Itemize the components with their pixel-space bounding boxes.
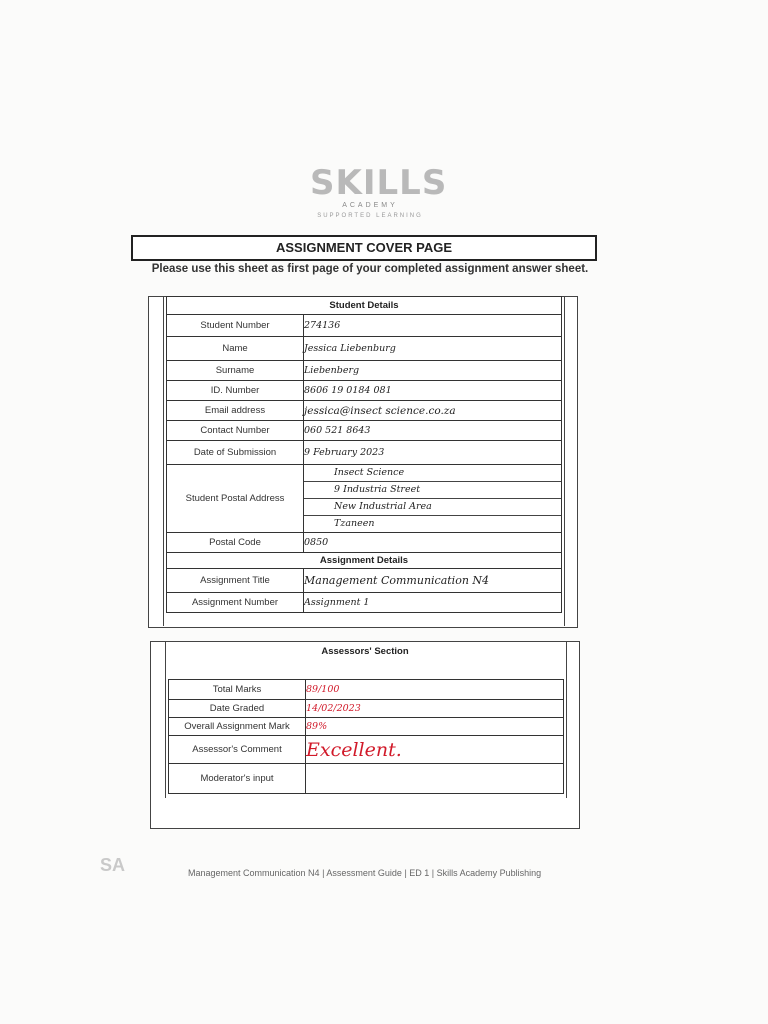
- date-graded-field[interactable]: 14/02/2023: [306, 700, 564, 718]
- email-label: Email address: [167, 401, 304, 421]
- surname-label: Surname: [167, 361, 304, 381]
- email-field[interactable]: jessica@insect science.co.za: [304, 401, 562, 421]
- contact-number-field[interactable]: 060 521 8643: [304, 421, 562, 441]
- logo-word: SKILLS: [310, 163, 448, 203]
- moderator-input-label: Moderator's input: [169, 764, 306, 794]
- postal-address-label: Student Postal Address: [167, 465, 304, 533]
- table-row: [167, 533, 562, 553]
- instruction-text: Please use this sheet as first page of your completed assignment answer sheet.: [151, 263, 589, 275]
- assessor-comment-field[interactable]: Excellent.: [306, 736, 564, 764]
- assignment-title-label: Assignment Title: [167, 569, 304, 593]
- assessors-heading: Assessors' Section: [321, 646, 409, 657]
- student-details-heading: Student Details: [167, 297, 562, 315]
- date-of-submission-label: Date of Submission: [167, 441, 304, 465]
- table-row: [167, 569, 562, 593]
- table-row: [167, 337, 562, 361]
- table-row: [167, 441, 562, 465]
- table-row: [167, 593, 562, 613]
- postal-address-line: Insect Science: [304, 465, 561, 482]
- table-row: [169, 736, 564, 764]
- table-row: [167, 361, 562, 381]
- table-row: [167, 381, 562, 401]
- postal-address-line: 9 Industria Street: [304, 482, 561, 499]
- logo-tagline: SUPPORTED LEARNING: [317, 213, 423, 219]
- table-row: [167, 315, 562, 337]
- student-details-table: [166, 296, 562, 613]
- assignment-number-label: Assignment Number: [167, 593, 304, 613]
- postal-address-field[interactable]: [304, 465, 562, 533]
- table-row: [167, 421, 562, 441]
- name-label: Name: [167, 337, 304, 361]
- table-row: [167, 401, 562, 421]
- logo-academy: ACADEMY: [342, 202, 398, 209]
- overall-mark-label: Overall Assignment Mark: [169, 718, 306, 736]
- assignment-number-field[interactable]: Assignment 1: [304, 593, 562, 613]
- student-number-field[interactable]: 274136: [304, 315, 562, 337]
- assignment-title-field[interactable]: Management Communication N4: [304, 569, 562, 593]
- date-graded-label: Date Graded: [169, 700, 306, 718]
- footer-text: Management Communication N4 | Assessment Guide | ED 1 | Skills Academy Publishing: [188, 868, 542, 878]
- skills-academy-logo: [310, 163, 448, 225]
- id-number-label: ID. Number: [167, 381, 304, 401]
- date-of-submission-field[interactable]: 9 February 2023: [304, 441, 562, 465]
- table-row: [169, 700, 564, 718]
- page-title: ASSIGNMENT COVER PAGE: [131, 235, 597, 261]
- table-row: [169, 764, 564, 794]
- overall-mark-field[interactable]: 89%: [306, 718, 564, 736]
- assessor-comment-label: Assessor's Comment: [169, 736, 306, 764]
- postal-code-field[interactable]: 0850: [304, 533, 562, 553]
- postal-code-label: Postal Code: [167, 533, 304, 553]
- table-row: [169, 718, 564, 736]
- contact-number-label: Contact Number: [167, 421, 304, 441]
- total-marks-field[interactable]: 89/100: [306, 680, 564, 700]
- surname-field[interactable]: Liebenberg: [304, 361, 562, 381]
- student-number-label: Student Number: [167, 315, 304, 337]
- id-number-field[interactable]: 8606 19 0184 081: [304, 381, 562, 401]
- assessors-table: [168, 679, 564, 794]
- name-field[interactable]: Jessica Liebenburg: [304, 337, 562, 361]
- postal-address-line: Tzaneen: [334, 518, 375, 529]
- assignment-details-heading: Assignment Details: [167, 553, 562, 569]
- total-marks-label: Total Marks: [169, 680, 306, 700]
- table-row: [167, 465, 562, 533]
- table-row: [169, 680, 564, 700]
- footer-logo: SA: [100, 855, 126, 875]
- moderator-input-field[interactable]: [306, 764, 564, 794]
- postal-address-line: New Industrial Area: [304, 499, 561, 516]
